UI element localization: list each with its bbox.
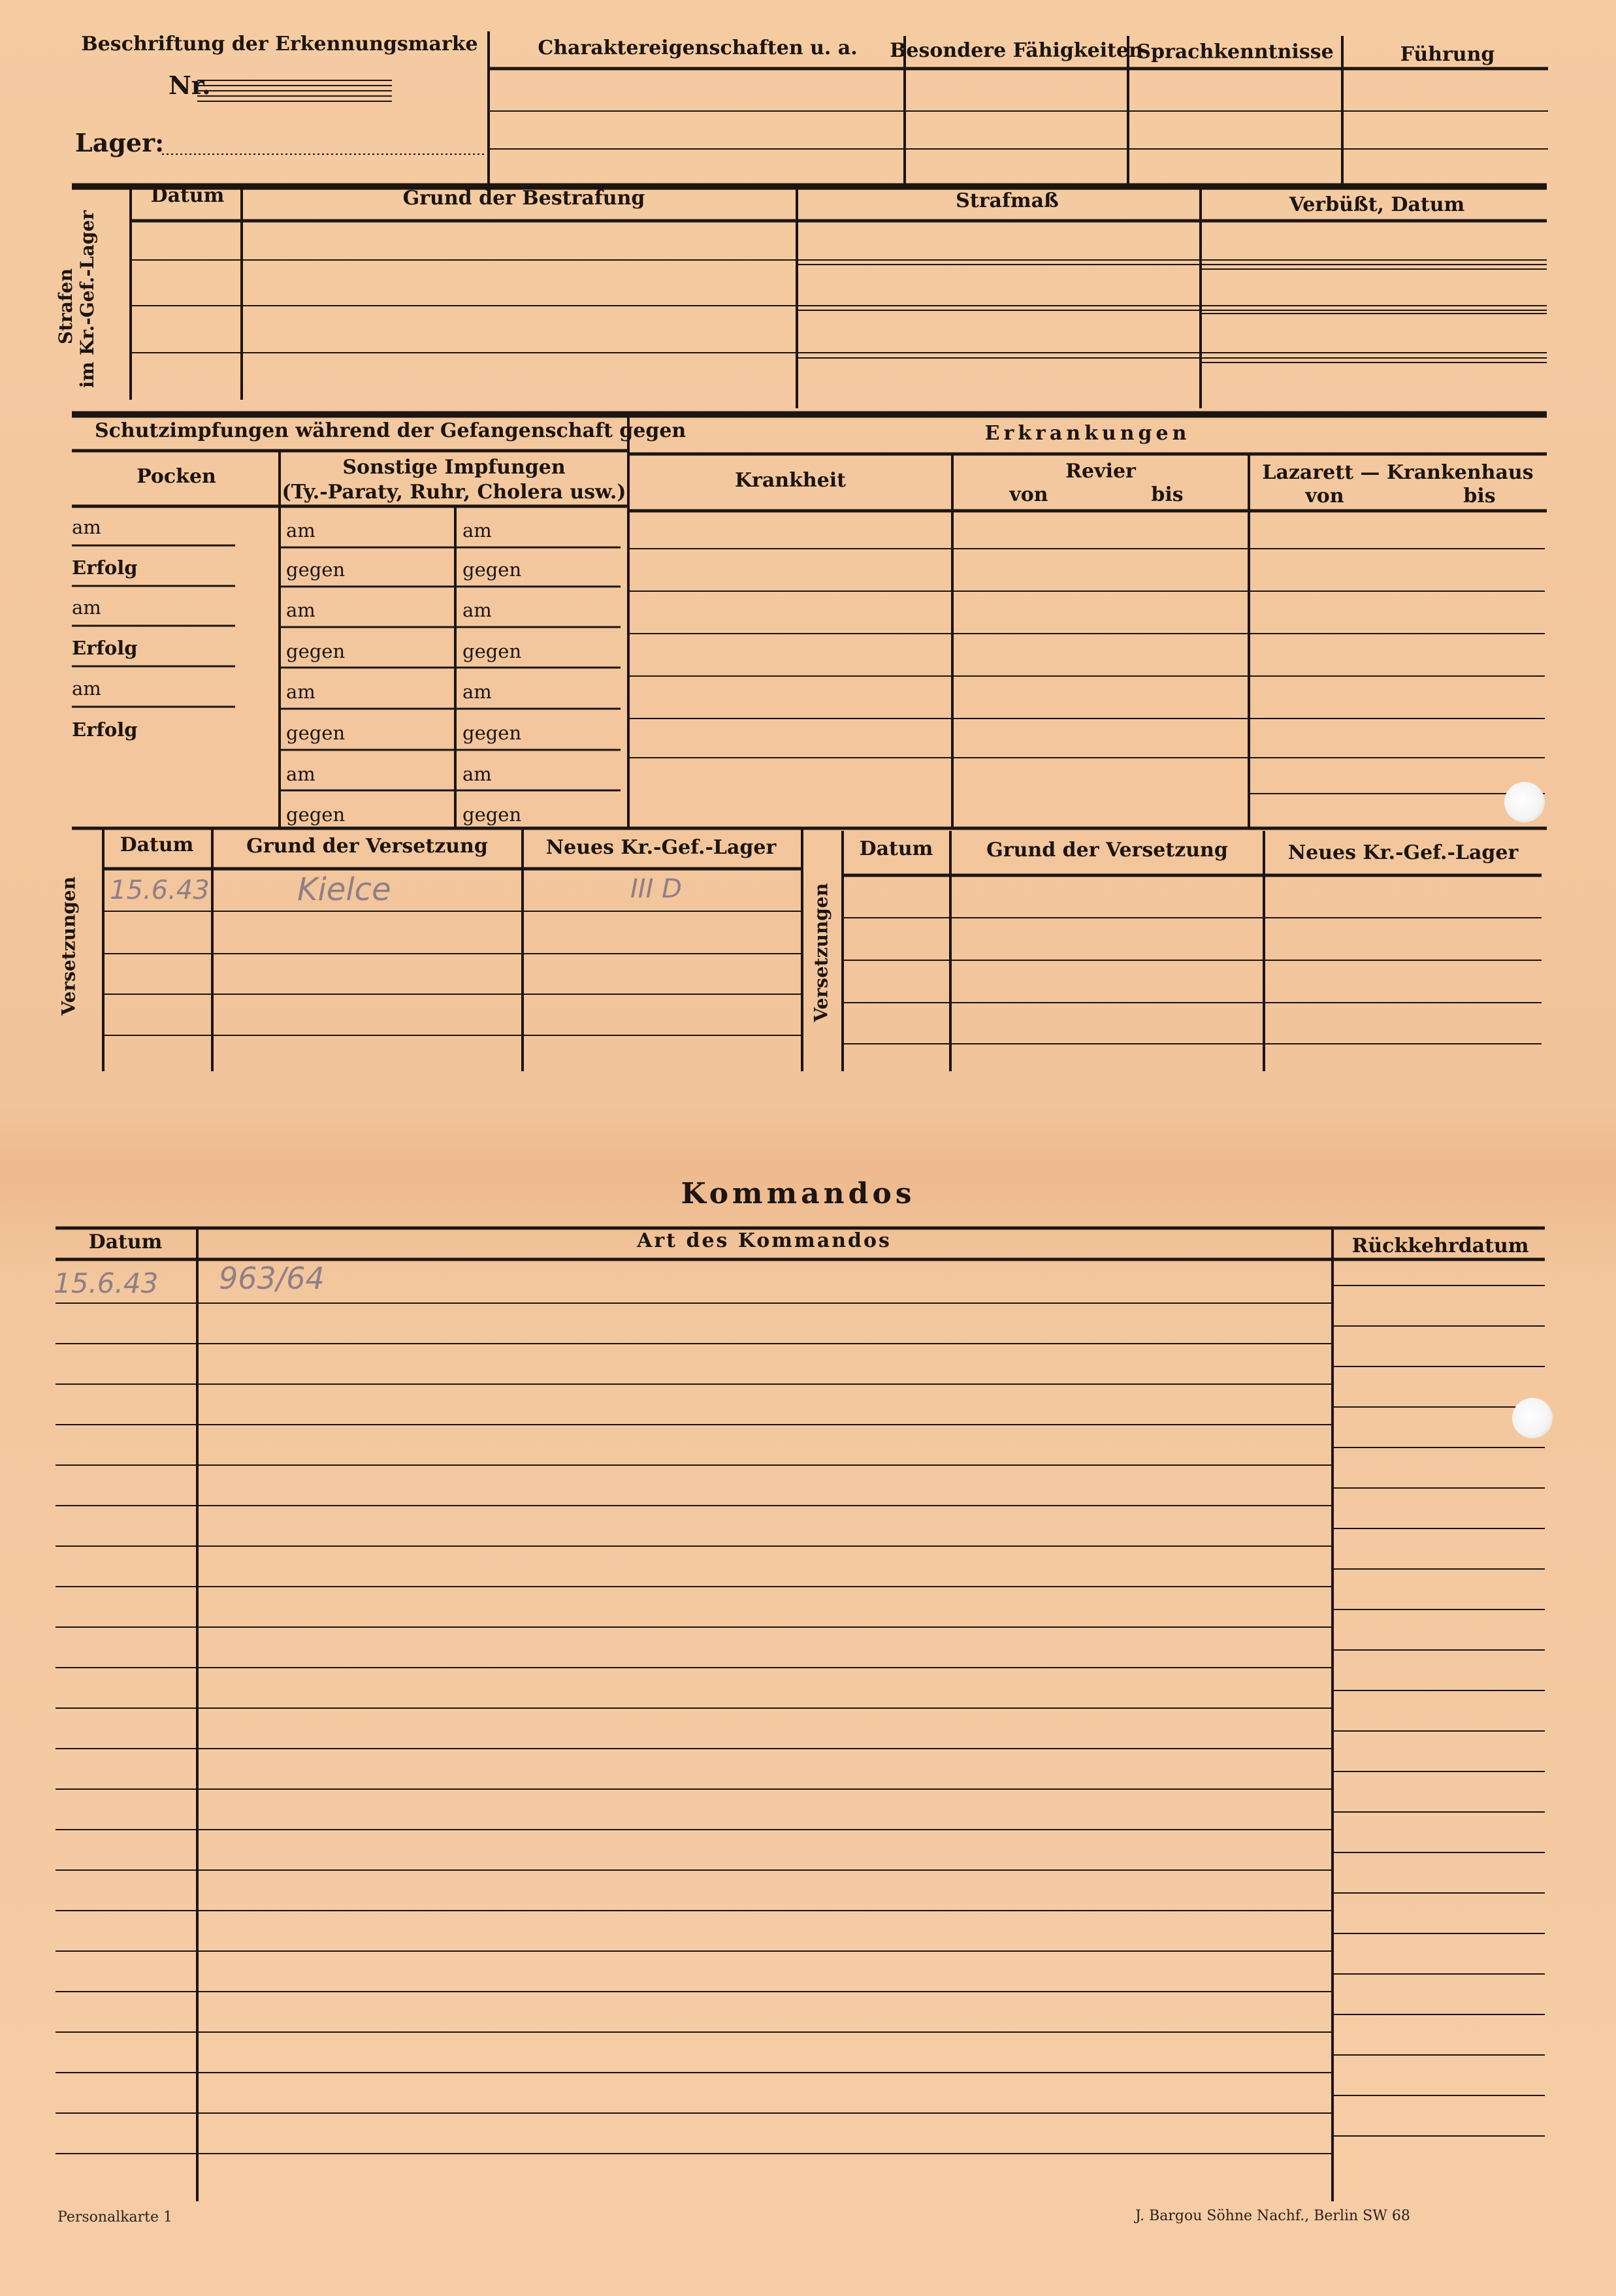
sonstige-row-label-a: gegen	[286, 558, 346, 581]
punch-hole-upper	[1504, 782, 1545, 822]
krankheit-header: Krankheit	[734, 469, 847, 492]
kommandos-datum-header: Datum	[88, 1231, 163, 1253]
sonstige-row-label-a: am	[286, 519, 315, 542]
sonstige-row-label-b: am	[462, 599, 492, 621]
punch-hole-lower	[1512, 1398, 1553, 1438]
lager-label: Lager:	[75, 128, 165, 157]
sonstige-row-label-a: gegen	[286, 803, 346, 826]
sonstige-row-label-b: gegen	[462, 803, 522, 826]
form-name: Personalkarte 1	[57, 2209, 173, 2225]
strafen-datum-header: Datum	[150, 184, 225, 207]
sonstige-row-label-b: gegen	[462, 558, 522, 581]
lazarett-bis: bis	[1463, 485, 1496, 508]
sonstige-row-label-a: am	[286, 599, 315, 621]
pocken-row-label: am	[72, 516, 101, 538]
sonstige-header-1: Sonstige Impfungen	[342, 456, 566, 479]
sonstige-row-label-a: gegen	[286, 640, 346, 662]
vers-entry-grund: Kielce	[297, 871, 391, 908]
kommando-entry-datum: 15.6.43	[54, 1267, 159, 1299]
rueckkehr-header: Rückkehrdatum	[1351, 1235, 1529, 1257]
vers-entry-lager: III D	[630, 874, 682, 904]
sonstige-row-label-b: am	[462, 519, 492, 542]
versetzungen-side-label-left: Versetzungen	[57, 876, 80, 1016]
nr-label: Nr.	[169, 71, 211, 100]
versetzungen-side-label-right: Versetzungen	[810, 882, 832, 1022]
sonstige-row-label-b: am	[462, 763, 492, 785]
sprachen-header: Sprachkenntnisse	[1137, 40, 1334, 63]
pocken-row-label: am	[72, 596, 101, 619]
vers-datum-header-right: Datum	[859, 837, 933, 860]
revier-von: von	[1009, 483, 1048, 506]
strafen-side-label: Strafen im Kr.-Gef.-Lager	[55, 210, 98, 388]
verbuesst-header: Verbüßt, Datum	[1289, 193, 1465, 216]
kommandos-art-header: Art des Kommandos	[637, 1229, 892, 1252]
sonstige-row-label-a: gegen	[286, 722, 346, 744]
vers-grund-header-left: Grund der Versetzung	[246, 835, 488, 858]
vers-lager-header-left: Neues Kr.-Gef.-Lager	[545, 836, 777, 859]
lazarett-von: von	[1305, 485, 1344, 508]
sonstige-header-2: (Ty.-Paraty, Ruhr, Cholera usw.)	[282, 481, 626, 504]
kommandos-title: Kommandos	[681, 1177, 916, 1210]
revier-header: Revier	[1065, 460, 1136, 483]
sonstige-row-label-b: am	[462, 681, 492, 703]
fuehrung-header: Führung	[1400, 43, 1495, 66]
vers-lager-header-right: Neues Kr.-Gef.-Lager	[1287, 841, 1519, 864]
vers-entry-datum: 15.6.43	[110, 875, 210, 905]
sonstige-row-label-a: am	[286, 681, 315, 703]
kommando-entry-art: 963/64	[219, 1261, 325, 1296]
lazarett-header: Lazarett — Krankenhaus	[1262, 461, 1534, 484]
strafen-grund-header: Grund der Bestrafung	[402, 187, 645, 210]
erkrankungen-title: Erkrankungen	[984, 422, 1191, 445]
sonstige-row-label-b: gegen	[462, 722, 522, 744]
sonstige-row-label-b: gegen	[462, 640, 522, 662]
printer-imprint: J. Bargou Söhne Nachf., Berlin SW 68	[1135, 2208, 1410, 2224]
vers-datum-header-left: Datum	[120, 833, 194, 856]
revier-bis: bis	[1151, 483, 1184, 506]
faehigkeiten-header: Besondere Fähigkeiten	[890, 39, 1143, 62]
pocken-row-label: Erfolg	[72, 637, 138, 659]
pocken-row-label: Erfolg	[72, 557, 138, 579]
sonstige-row-label-a: am	[286, 763, 315, 785]
impfungen-title: Schutzimpfungen während der Gefangenschaft gegen	[95, 419, 687, 442]
pocken-header: Pocken	[137, 465, 216, 488]
id-tag-title: Beschriftung der Erkennungsmarke	[81, 33, 478, 56]
pocken-row-label: am	[72, 677, 101, 700]
strafmass-header: Strafmaß	[956, 189, 1059, 212]
pocken-row-label: Erfolg	[72, 719, 138, 741]
vers-grund-header-right: Grund der Versetzung	[986, 839, 1228, 862]
charakter-header: Charaktereigenschaften u. a.	[538, 37, 858, 59]
